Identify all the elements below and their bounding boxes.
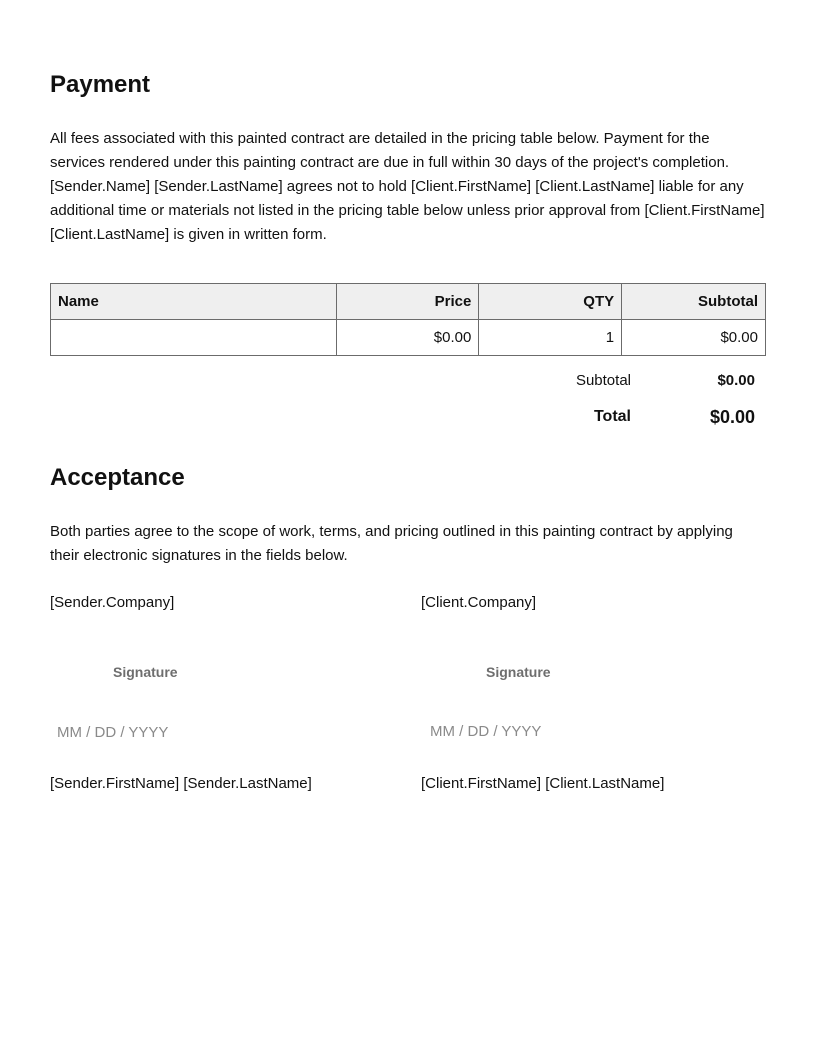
column-header-name: Name: [51, 284, 337, 320]
client-company: [Client.Company]: [421, 594, 537, 611]
client-signature-block: [421, 594, 761, 804]
column-header-qty: QTY: [479, 284, 622, 320]
pricing-table: [50, 283, 766, 356]
pricing-table-header-row: [51, 284, 766, 320]
subtotal-row: [50, 372, 766, 392]
cell-qty: 1: [479, 320, 622, 356]
sender-signature-block: [50, 594, 390, 804]
acceptance-heading: Acceptance: [50, 464, 185, 491]
cell-subtotal: $0.00: [622, 320, 766, 356]
total-label: Total: [593, 408, 631, 425]
sender-name: [Sender.FirstName] [Sender.LastName]: [50, 775, 312, 792]
client-signature-field[interactable]: Signature: [486, 664, 551, 680]
subtotal-value: $0.00: [717, 372, 755, 389]
column-header-price: Price: [336, 284, 479, 320]
sender-signature-field[interactable]: Signature: [113, 664, 178, 680]
total-row: [50, 407, 766, 431]
total-value: $0.00: [709, 407, 755, 427]
cell-price: $0.00: [336, 320, 479, 356]
table-row: [51, 320, 766, 356]
payment-paragraph: All fees associated with this painted contract are detailed in the pricing table below. Payment for the services rendered under this painting contract are due in full within 30 days of the project's completion. [Sender.Name] [Sender.LastName] agrees not to hold [Client.FirstName] [Client.LastName] liable for any additional time or materials not listed in the pricing table below unless prior approval from [Client.FirstName] [Client.LastName] is given in written form.: [50, 130, 765, 243]
client-name: [Client.FirstName] [Client.LastName]: [421, 775, 665, 792]
sender-date-field[interactable]: MM / DD / YYYY: [57, 724, 169, 741]
client-date-field[interactable]: MM / DD / YYYY: [430, 723, 542, 740]
payment-heading: Payment: [50, 71, 151, 98]
column-header-subtotal: Subtotal: [622, 284, 766, 320]
subtotal-label: Subtotal: [575, 372, 631, 389]
sender-company: [Sender.Company]: [50, 594, 175, 611]
cell-name: [51, 320, 337, 356]
acceptance-paragraph: Both parties agree to the scope of work, terms, and pricing outlined in this painting contract by applying their electronic signatures in the fields below.: [50, 523, 733, 564]
